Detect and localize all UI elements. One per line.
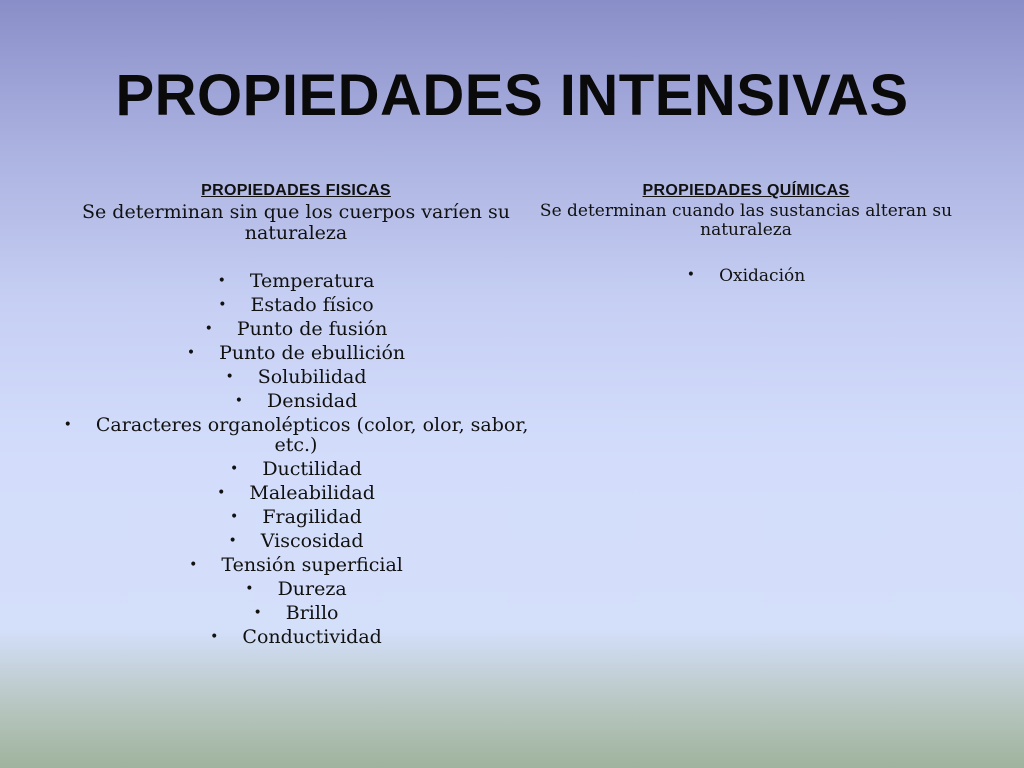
list-item: • Maleabilidad <box>217 482 375 504</box>
slide-title: PROPIEDADES INTENSIVAS <box>115 63 909 128</box>
bullet-icon: • <box>225 369 234 385</box>
list-item: • Dureza <box>245 578 347 600</box>
bullet-icon: • <box>189 557 198 573</box>
physical-properties-heading: PROPIEDADES FISICAS <box>201 182 391 199</box>
bullet-icon: • <box>245 581 254 597</box>
bullet-icon: • <box>230 509 239 525</box>
bullet-icon: • <box>234 393 244 409</box>
list-item: • Solubilidad <box>225 366 367 388</box>
bullet-icon: • <box>63 417 72 433</box>
chemical-properties-column <box>520 182 972 287</box>
physical-properties-column <box>52 182 540 649</box>
bullet-icon: • <box>186 345 196 361</box>
list-item: • Caracteres organolépticos (color, olor, sabor, etc.) <box>63 414 529 456</box>
bullet-icon: • <box>217 485 226 501</box>
chemical-properties-heading: PROPIEDADES QUÍMICAS <box>642 182 850 199</box>
bullet-icon: • <box>686 267 696 283</box>
list-item: • Ductilidad <box>230 458 362 480</box>
list-item: • Fragilidad <box>230 506 362 528</box>
physical-properties-description: Se determinan sin que los cuerpos varíen su naturaleza <box>81 201 511 244</box>
list-item: • Punto de ebullición <box>186 342 406 364</box>
bullet-icon: • <box>217 273 226 289</box>
bullet-icon: • <box>230 461 239 477</box>
list-item: • Temperatura <box>217 270 375 292</box>
physical-properties-list <box>52 269 540 649</box>
list-item: • Oxidación <box>686 266 806 286</box>
list-item: • Viscosidad <box>228 530 364 552</box>
bullet-icon: • <box>253 605 262 621</box>
list-item: • Tensión superficial <box>189 554 403 576</box>
chemical-properties-list <box>520 264 972 287</box>
bullet-icon: • <box>228 533 237 549</box>
list-item: • Brillo <box>253 602 339 624</box>
list-item: • Conductividad <box>210 626 382 648</box>
chemical-properties-description: Se determinan cuando las sustancias alteran su naturaleza <box>539 201 953 240</box>
bullet-icon: • <box>218 297 227 313</box>
list-item: • Punto de fusión <box>204 318 388 340</box>
list-item: • Estado físico <box>218 294 374 316</box>
list-item: • Densidad <box>234 390 358 412</box>
bullet-icon: • <box>204 321 213 337</box>
bullet-icon: • <box>210 629 219 645</box>
